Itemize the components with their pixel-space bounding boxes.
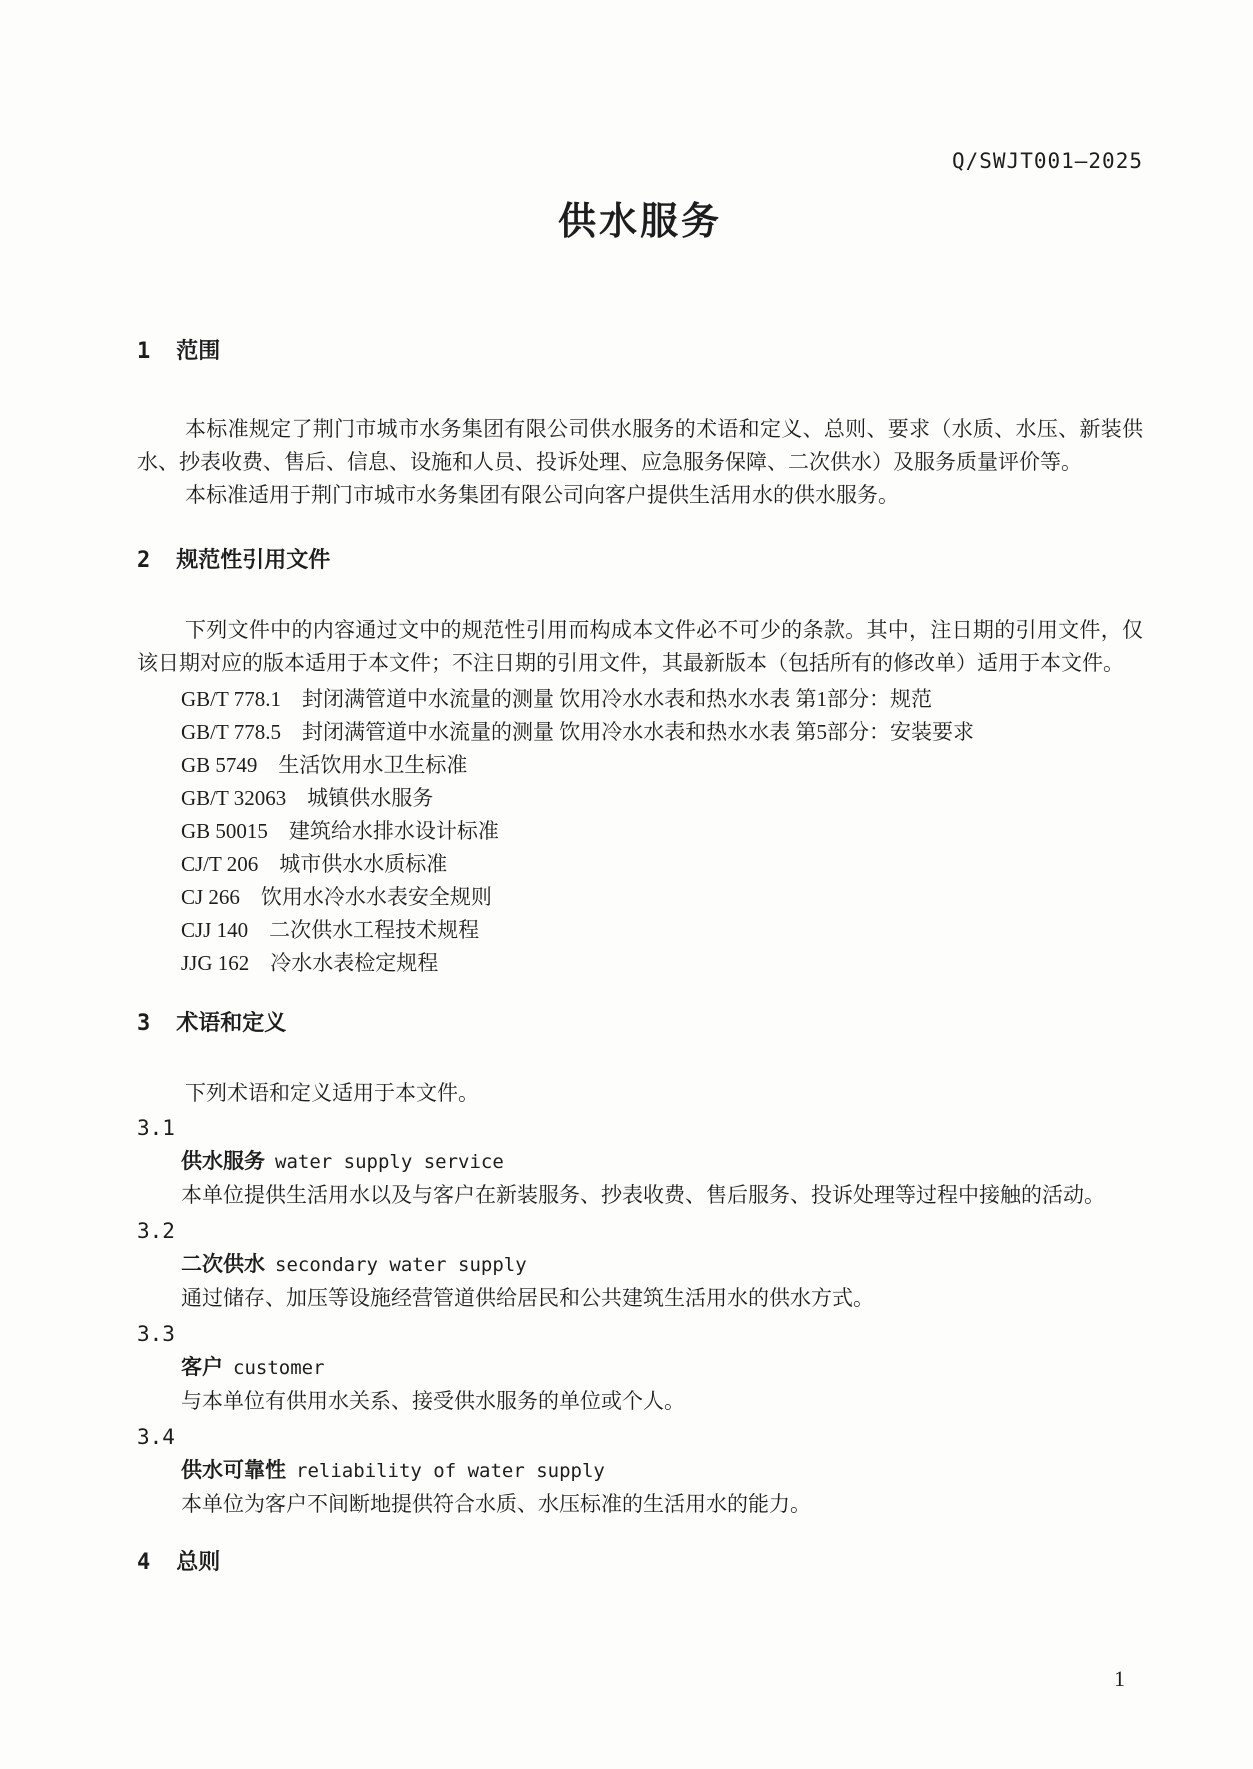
section-title: 术语和定义 — [176, 1010, 287, 1035]
reference-item: GB 5749 生活饮用水卫生标准 — [181, 753, 468, 777]
page-content — [0, 148, 1253, 1578]
terms-list — [137, 1112, 1143, 1521]
paragraph-terms-intro: 下列术语和定义适用于本文件。 — [185, 1081, 479, 1105]
term-title-line — [137, 1351, 1143, 1385]
reference-item: JJG 162 冷水水表检定规程 — [181, 951, 439, 975]
section-number: 4 — [137, 1550, 151, 1575]
section-title: 总则 — [176, 1549, 221, 1574]
term-english: customer — [233, 1357, 325, 1379]
reference-item: GB/T 32063 城镇供水服务 — [181, 786, 434, 810]
term-title-line — [137, 1145, 1143, 1179]
paragraph-refs-intro: 下列文件中的内容通过文中的规范性引用而构成本文件必不可少的条款。其中，注日期的引用文件，仅该日期对应的版本适用于本文件；不注日期的引用文件，其最新版本（包括所有的修改单）适用于本文件。 — [137, 618, 1143, 675]
term-english: secondary water supply — [275, 1254, 527, 1276]
term-chinese: 供水服务 — [181, 1150, 265, 1173]
reference-item: GB/T 778.5 封闭满管道中水流量的测量 饮用冷水水表和热水水表 第5部分：安装要求 — [181, 720, 974, 744]
term-title-line — [137, 1248, 1143, 1282]
doc-title: 供水服务 — [557, 201, 722, 243]
term-definition: 本单位提供生活用水以及与客户在新装服务、抄表收费、售后服务、投诉处理等过程中接触的活动。 — [181, 1183, 1105, 1207]
reference-item: CJ 266 饮用水冷水水表安全规则 — [181, 885, 492, 909]
section-heading-general — [137, 1547, 1143, 1578]
term-block — [137, 1215, 1143, 1315]
section-number: 2 — [137, 548, 151, 573]
term-chinese: 供水可靠性 — [181, 1459, 286, 1482]
term-number: 3.3 — [137, 1322, 175, 1346]
page-number: 1 — [1114, 1666, 1125, 1691]
term-chinese: 二次供水 — [181, 1253, 265, 1276]
paragraph-scope-1: 本标准规定了荆门市城市水务集团有限公司供水服务的术语和定义、总则、要求（水质、水压、新装供水、抄表收费、售后、信息、设施和人员、投诉处理、应急服务保障、二次供水）及服务质量评价等。 — [137, 417, 1143, 474]
section-number: 3 — [137, 1011, 151, 1036]
term-number: 3.4 — [137, 1425, 175, 1449]
reference-item: GB/T 778.1 封闭满管道中水流量的测量 饮用冷水水表和热水水表 第1部分：规范 — [181, 687, 932, 711]
section-title: 范围 — [176, 338, 221, 363]
term-english: water supply service — [275, 1151, 504, 1173]
doc-number: Q/SWJT001—2025 — [951, 149, 1143, 173]
term-english: reliability of water supply — [296, 1460, 605, 1482]
reference-item: CJ/T 206 城市供水水质标准 — [181, 852, 448, 876]
term-block — [137, 1112, 1143, 1212]
term-number: 3.2 — [137, 1219, 175, 1243]
term-definition: 通过储存、加压等设施经营管道供给居民和公共建筑生活用水的供水方式。 — [181, 1286, 874, 1310]
reference-item: CJJ 140 二次供水工程技术规程 — [181, 918, 480, 942]
term-block — [137, 1421, 1143, 1521]
section-heading-terms — [137, 1008, 1143, 1039]
reference-list — [137, 683, 1143, 980]
section-heading-scope — [137, 336, 1143, 367]
section-number: 1 — [137, 339, 151, 364]
paragraph-scope-2: 本标准适用于荆门市城市水务集团有限公司向客户提供生活用水的供水服务。 — [185, 483, 899, 507]
section-heading-normative-refs — [137, 545, 1143, 576]
section-title: 规范性引用文件 — [176, 547, 331, 572]
reference-item: GB 50015 建筑给水排水设计标准 — [181, 819, 499, 843]
term-title-line — [137, 1454, 1143, 1488]
term-chinese: 客户 — [181, 1356, 223, 1379]
term-block — [137, 1318, 1143, 1418]
term-number: 3.1 — [137, 1116, 175, 1140]
term-definition: 本单位为客户不间断地提供符合水质、水压标准的生活用水的能力。 — [181, 1492, 811, 1516]
term-definition: 与本单位有供用水关系、接受供水服务的单位或个人。 — [181, 1389, 685, 1413]
